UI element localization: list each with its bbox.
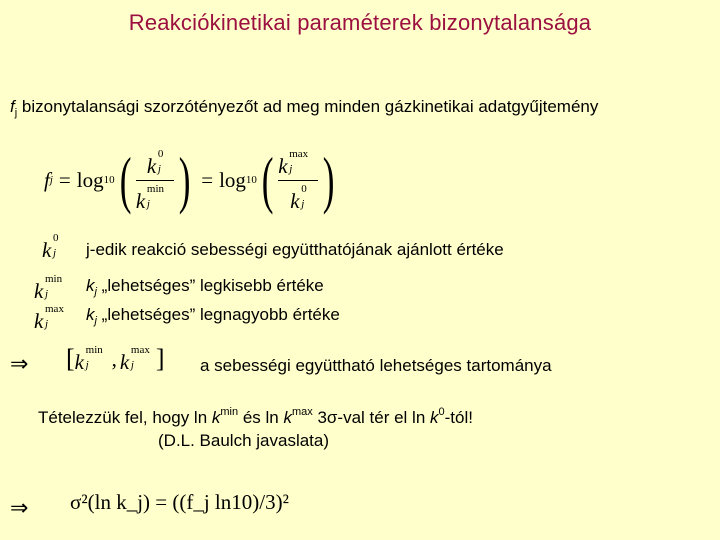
definition-kmax: $k_j$ „lehetséges” legnagyobb értéke [86,305,340,327]
interval-expression: [ k min j , k max j ] [66,344,165,374]
fj-subscript: j [14,107,18,119]
fj-symbol: f [10,97,15,116]
variance-formula: σ²(ln k_j) = ((f_j ln10)/3)² [70,490,289,514]
implies-arrow-icon: ⇒ [10,352,29,377]
formula-paren-close: ) [178,144,191,215]
implies-arrow-icon-2: ⇒ [10,496,29,521]
formula-lhs-sub: j [49,174,53,186]
k0-denominator: k 0 j [290,182,307,213]
uncertainty-formula [44,140,340,220]
fraction-k0-over-kmin [136,148,174,213]
intro-line [10,97,598,119]
definition-k0: j-edik reakció sebességi együtthatójának ajánlott értéke [86,240,504,259]
k0-numerator: k 0 j [146,147,164,178]
symbol-kmax: k max j [34,303,64,333]
symbol-kmin: k min j [34,273,63,303]
formula-log-base-2: 10 [245,174,257,186]
formula-paren-close-2: ) [323,144,335,215]
intro-text: bizonytalansági szorzótényezőt ad meg minden gázkinetikai adatgyűjtemény [17,97,599,116]
formula-paren-open: ( [119,144,132,215]
kmin-denominator: k min j [135,182,165,213]
interval-description: a sebességi együttható lehetséges tartománya [200,356,552,375]
formula-log-base: 10 [103,174,115,186]
formula-lhs: f [44,167,50,192]
formula-equals-2: = [201,167,214,192]
kmax-numerator: k max j [278,147,309,178]
page-title: Reakciókinetikai paraméterek bizonytalansága [128,10,592,35]
formula-log-2: log [219,167,246,192]
formula-equals: = [58,167,71,192]
assumption-line: Tételezzük fel, hogy $\ln k^{min}$ és $\ln k^{max}$ 3σ-val tér el $\ln k^0$-tól! [38,406,473,427]
fraction-kmax-over-k0 [278,148,318,213]
formula-log: log [76,167,104,192]
formula-paren-open-2: ( [261,144,274,215]
definition-kmin: $k_j$ „lehetséges” legkisebb értéke [86,276,324,298]
symbol-k0: k 0 j [42,232,59,262]
baulch-note: (D.L. Baulch javaslata) [158,431,330,450]
